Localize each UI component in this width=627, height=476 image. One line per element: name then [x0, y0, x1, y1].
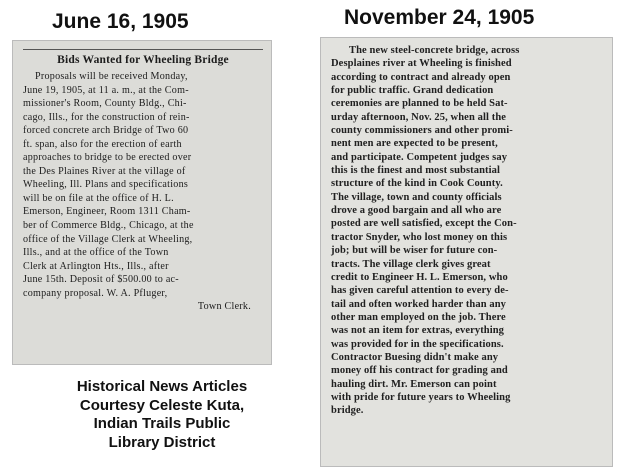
article-line: Desplaines river at Wheeling is finished	[331, 58, 512, 70]
article-line: drove a good bargain and all who are	[331, 205, 502, 217]
article-line: and participate. Competent judges say	[331, 151, 508, 163]
article-line: missioner's Room, County Bldg., Chi-	[23, 98, 187, 110]
credit-caption	[22, 378, 302, 452]
clipping-title: Bids Wanted for Wheeling Bridge	[57, 54, 229, 66]
article-line: Town Clerk.	[197, 301, 251, 313]
article-line: this is the finest and most substantial	[331, 165, 501, 177]
article-line: was provided for in the specifications.	[331, 338, 504, 350]
article-line: urday afternoon, Nov. 25, when all the	[331, 111, 507, 123]
article-line: office of the Village Clerk at Wheeling,	[23, 233, 193, 245]
left-newspaper-clipping	[12, 40, 272, 365]
article-line: bridge.	[331, 405, 364, 417]
left-date-heading: June 16, 1905	[52, 10, 189, 33]
right-date-heading: November 24, 1905	[344, 6, 535, 29]
article-line: job; but will be wiser for future con-	[331, 245, 498, 257]
article-line: will be on file at the office of H. L.	[23, 192, 174, 204]
article-line: The village, town and county officials	[331, 191, 502, 203]
article-line: has given careful attention to every de-	[331, 285, 509, 297]
article-line: ber of Commerce Bldg., Chicago, at the	[23, 220, 194, 232]
top-rule	[23, 49, 263, 50]
article-line: approaches to bridge to be erected over	[23, 152, 192, 164]
article-line: tractor Snyder, who lost money on this	[331, 231, 508, 243]
article-line: the Des Plaines River at the village of	[23, 165, 186, 177]
caption-line: Courtesy Celeste Kuta,	[79, 396, 245, 414]
article-line: with pride for future years to Wheeling	[331, 391, 511, 403]
article-line: money off his contract for grading and	[331, 365, 508, 377]
article-line: for public traffic. Grand dedication	[331, 85, 494, 97]
article-line: The new steel-concrete bridge, across	[349, 45, 520, 56]
article-line: June 19, 1905, at 11 a. m., at the Com-	[23, 84, 189, 96]
article-line: Wheeling, Ill. Plans and specifications	[23, 179, 189, 191]
article-line: forced concrete arch Bridge of Two 60	[23, 125, 189, 137]
article-line: other man employed on the job. There	[331, 311, 506, 323]
article-line: Contractor Buesing didn't make any	[331, 351, 499, 363]
article-line: June 15th. Deposit of $500.00 to ac-	[23, 274, 179, 286]
caption-line: Indian Trails Public	[93, 415, 231, 432]
article-line: hauling dirt. Mr. Emerson can point	[331, 378, 497, 390]
article-line: posted are well satisfied, except the Con-	[331, 218, 517, 230]
article-line: Ills., and at the office of the Town	[23, 247, 169, 259]
article-line: according to contract and already open	[331, 71, 511, 83]
article-line: cago, Ills., for the construction of rein-	[23, 111, 190, 123]
article-line: Clerk at Arlington Hts., Ills., after	[23, 260, 169, 272]
article-line: structure of the kind in Cook County.	[331, 178, 503, 190]
article-line: Proposals will be received Monday,	[35, 71, 188, 82]
article-line: company proposal. W. A. Pfluger,	[23, 287, 168, 299]
clipping-body	[23, 70, 263, 314]
caption-line: Library District	[108, 433, 216, 451]
article-line: ft. span, also for the erection of earth	[23, 138, 182, 150]
article-line: tracts. The village clerk gives great	[331, 258, 491, 270]
article-line: county commissioners and other promi-	[331, 125, 513, 137]
article-line: was not an item for extras, everything	[331, 325, 505, 337]
article-line: nent men are expected to be present,	[331, 138, 498, 150]
article-line: Emerson, Engineer, Room 1311 Cham-	[23, 206, 191, 218]
article-line: tail and often worked harder than any	[331, 298, 507, 310]
right-newspaper-clipping	[320, 37, 613, 467]
caption-line: Historical News Articles	[76, 378, 248, 395]
article-line: credit to Engineer H. L. Emerson, who	[331, 271, 508, 283]
article-line: ceremonies are planned to be held Sat-	[331, 98, 508, 110]
